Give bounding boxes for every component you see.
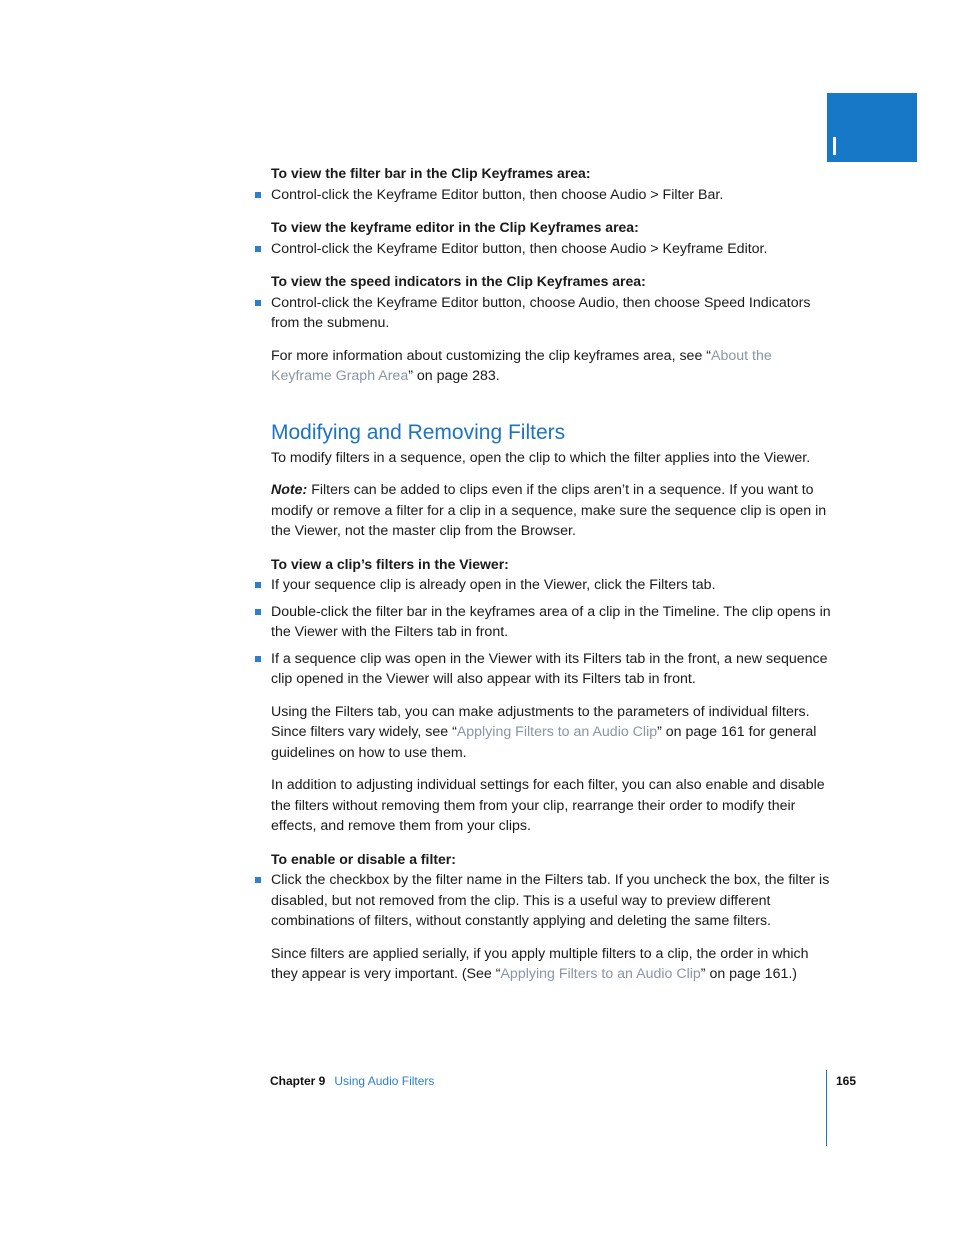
- page-content: [271, 163, 831, 997]
- list-item: [271, 575, 831, 596]
- cross-reference-link[interactable]: Applying Filters to an Audio Clip: [500, 966, 701, 982]
- footer-chapter: Chapter 9: [270, 1074, 326, 1088]
- note-paragraph: [271, 480, 831, 542]
- cross-reference-link[interactable]: About the Keyframe Graph Area: [271, 347, 772, 384]
- list-item: [271, 293, 831, 334]
- list-item-text: Control-click the Keyframe Editor button, then choose Audio > Filter Bar.: [271, 186, 724, 203]
- chapter-tab-mark: [833, 137, 836, 155]
- paragraph: In addition to adjusting individual settings for each filter, you can also enable and disable the filters without removing them from your clip, rearrange their order to modify their effects, and remove them from your clips.: [271, 777, 825, 834]
- procedure-heading: To enable or disable a filter:: [271, 850, 456, 867]
- list-item-text: Click the checkbox by the filter name in the Filters tab. If you uncheck the box, the filter is disabled, but not removed from the clip. This is a useful way to preview different combinations of filters, without constantly applying and deleting the same filters.: [271, 872, 830, 929]
- paragraph-text: Since filters are applied serially, if you apply multiple filters to a clip, the order in which they appear is very important. (See “: [271, 945, 809, 982]
- paragraph: [271, 346, 831, 387]
- bullet-icon: [255, 246, 261, 252]
- footer-divider: [826, 1070, 827, 1146]
- paragraph-text: ” on page 283.: [408, 368, 500, 384]
- list-item: [271, 602, 831, 643]
- page-footer: [270, 1073, 434, 1089]
- list-item-text: Double-click the filter bar in the keyframes area of a clip in the Timeline. The clip opens in the Viewer with the Filters tab in front.: [271, 603, 831, 640]
- paragraph-text: ” on page 161 for general guidelines on how to use them.: [271, 724, 817, 761]
- bullet-icon: [255, 192, 261, 198]
- paragraph-text: For more information about customizing the clip keyframes area, see “: [271, 347, 711, 364]
- procedure-heading: To view the keyframe editor in the Clip Keyframes area:: [271, 219, 639, 235]
- paragraph-text: Using the Filters tab, you can make adjustments to the parameters of individual filters. Since filters vary widely, see “: [271, 703, 810, 740]
- bullet-icon: [255, 877, 261, 883]
- section-heading: Modifying and Removing Filters: [271, 420, 566, 444]
- bullet-icon: [255, 300, 261, 306]
- bullet-icon: [255, 582, 261, 588]
- list-item-text: If a sequence clip was open in the Viewer with its Filters tab in the front, a new sequence clip opened in the Viewer will also appear with its Filters tab in front.: [271, 650, 828, 687]
- paragraph-text: ” on page 161.): [700, 966, 798, 982]
- list-item-text: Control-click the Keyframe Editor button, then choose Audio > Keyframe Editor.: [271, 240, 768, 257]
- list-item-text: If your sequence clip is already open in the Viewer, click the Filters tab.: [271, 577, 716, 593]
- bullet-icon: [255, 609, 261, 615]
- paragraph: To modify filters in a sequence, open the clip to which the filter applies into the Viewer.: [271, 449, 811, 466]
- procedure-heading: To view the speed indicators in the Clip Keyframes area:: [271, 273, 646, 289]
- cross-reference-link[interactable]: Applying Filters to an Audio Clip: [456, 724, 658, 740]
- note-text: Filters can be added to clips even if the clips aren’t in a sequence. If you want to modify or remove a filter for a clip in a sequence, make sure the sequence clip is open in the Viewer, not the master clip from the Browser.: [271, 482, 827, 539]
- list-item: [271, 649, 831, 690]
- bullet-icon: [255, 656, 261, 662]
- list-item-text: Control-click the Keyframe Editor button, choose Audio, then choose Speed Indicators from the submenu.: [271, 294, 811, 331]
- page-number: 165: [836, 1074, 857, 1088]
- paragraph: [271, 702, 831, 764]
- list-item: [271, 870, 831, 932]
- procedure-heading: To view a clip’s filters in the Viewer:: [271, 555, 509, 572]
- list-item: [271, 185, 831, 206]
- footer-chapter-title[interactable]: Using Audio Filters: [334, 1074, 435, 1088]
- paragraph: [271, 944, 831, 985]
- procedure-heading: To view the filter bar in the Clip Keyframes area:: [271, 165, 591, 181]
- note-label: Note:: [271, 482, 308, 498]
- list-item: [271, 239, 831, 260]
- chapter-tab: [827, 93, 917, 162]
